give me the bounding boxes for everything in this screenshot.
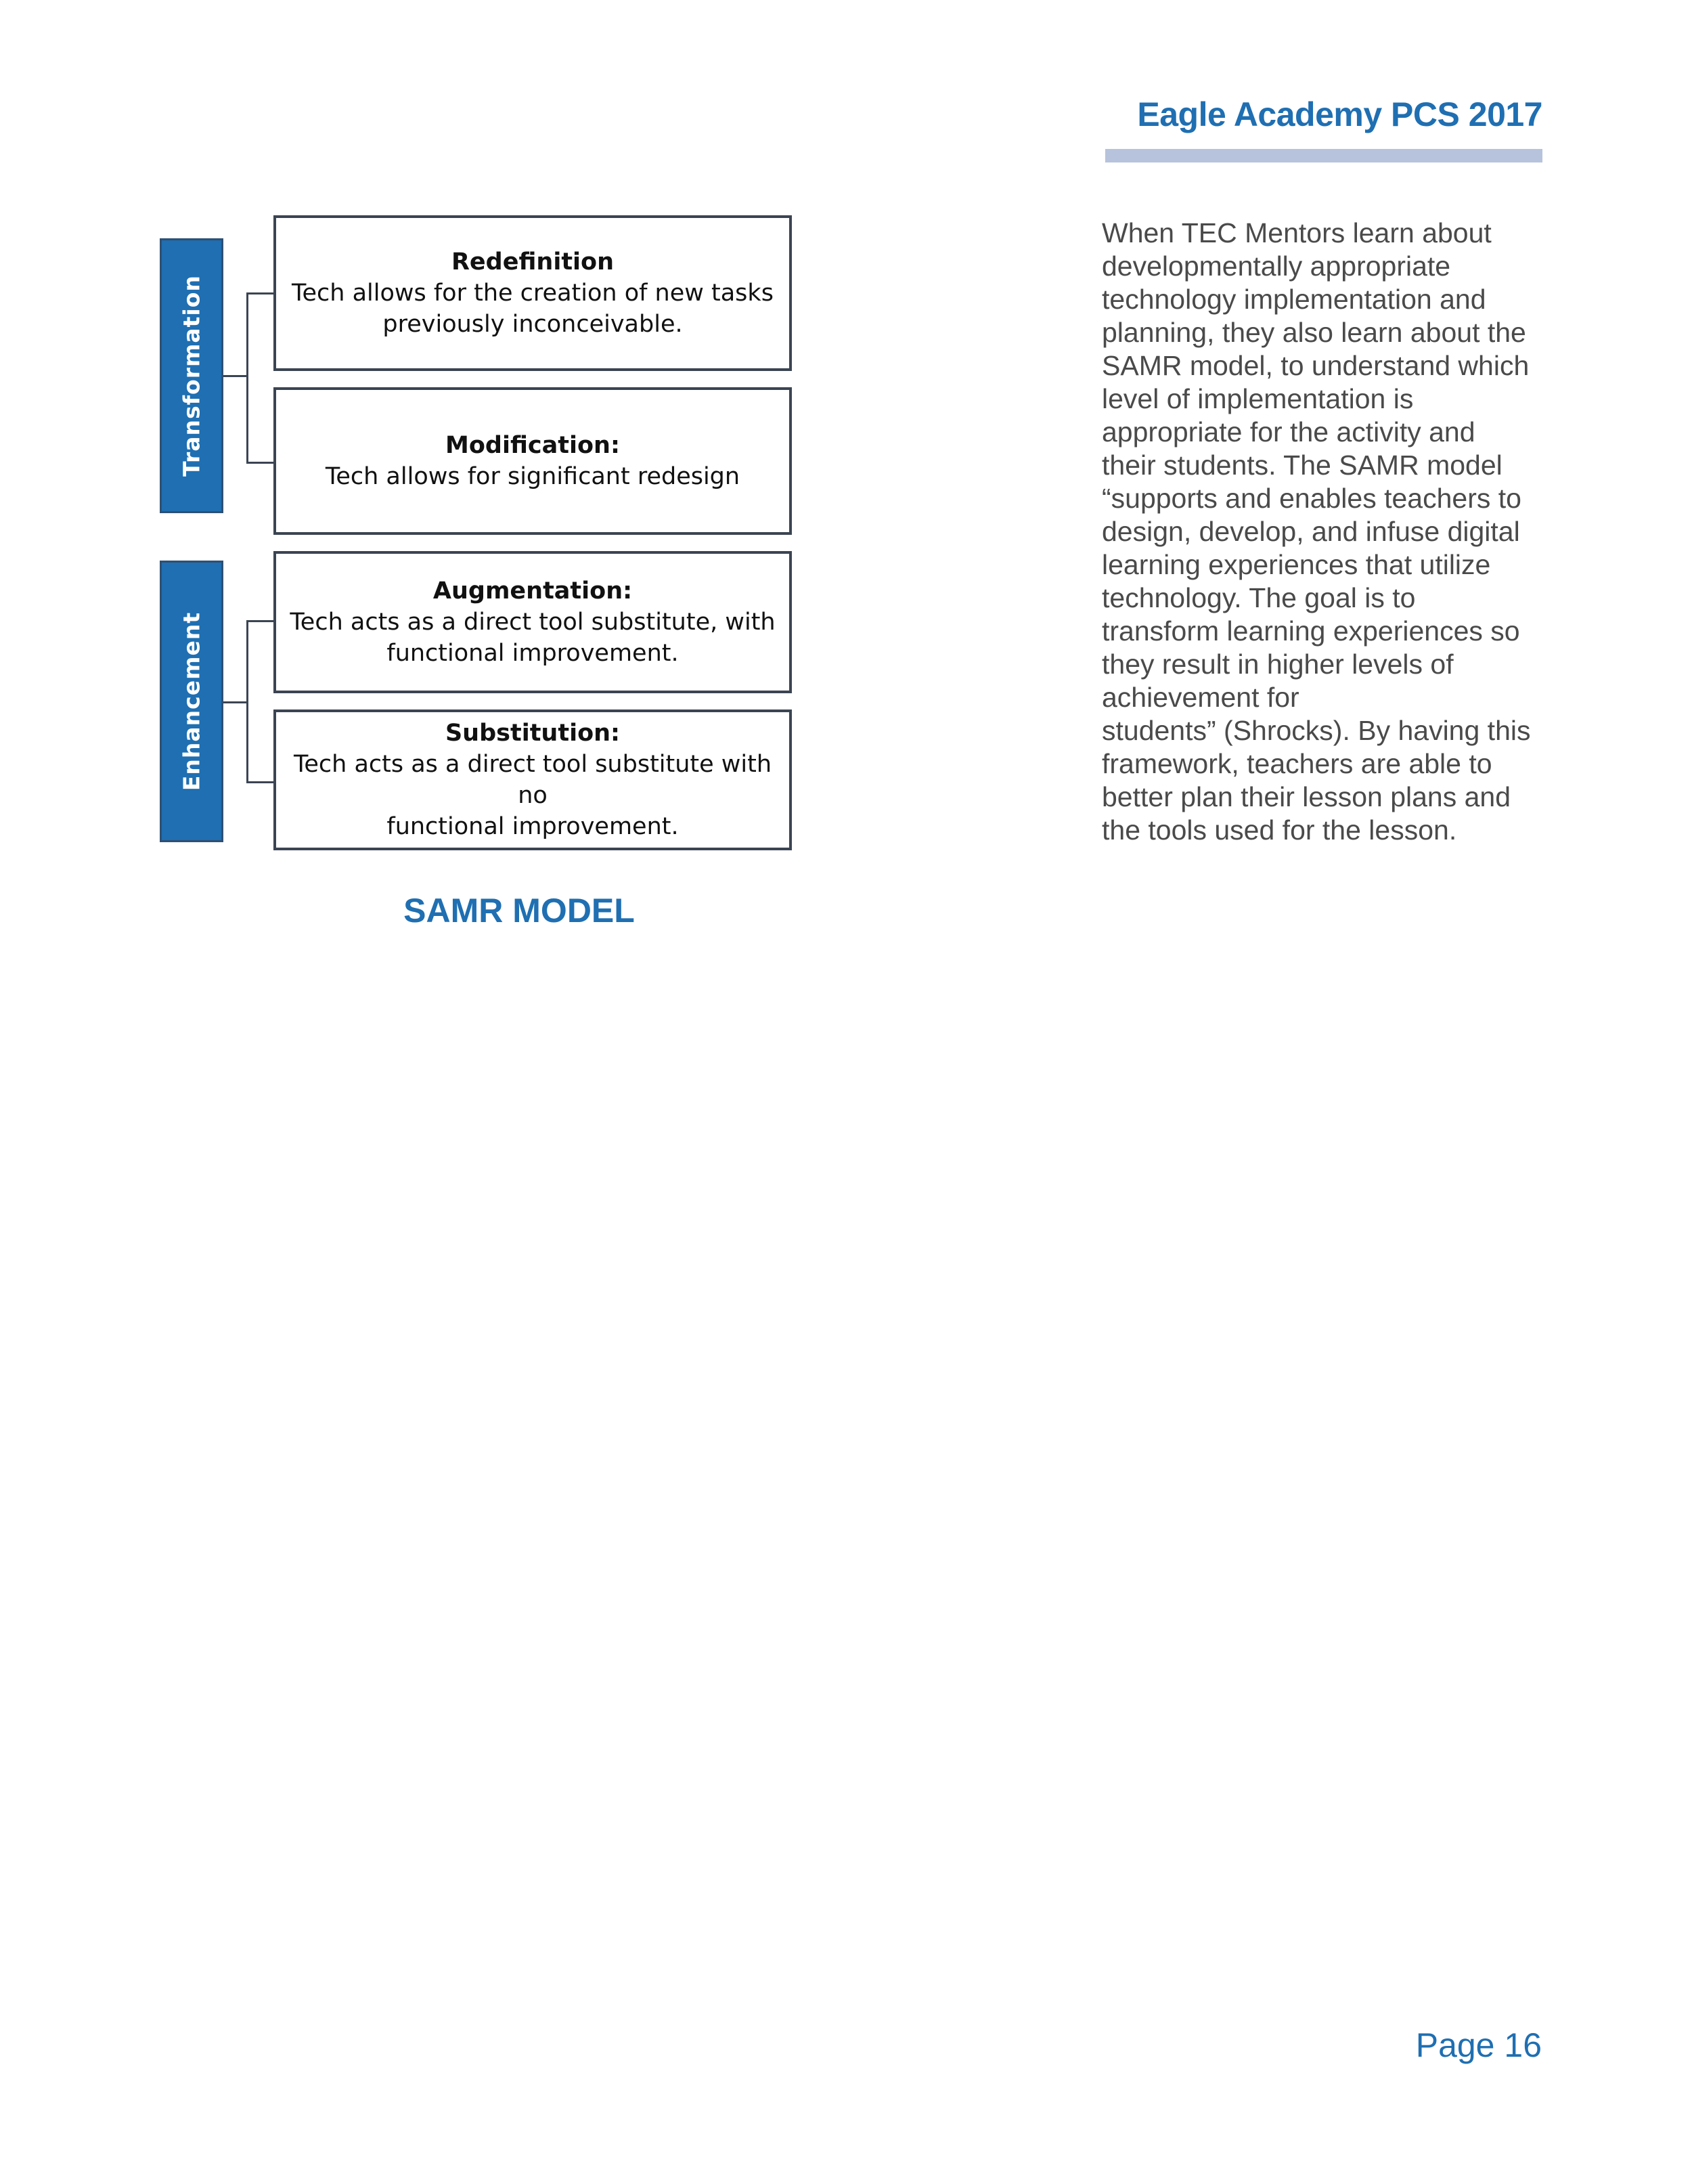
enhancement-bracket-vertical [246,620,248,783]
redefinition-description: Tech allows for the creation of new tasks previously inconceivable. [292,280,774,338]
transformation-bracket-bottom [246,462,273,464]
enhancement-bracket-bottom [246,781,273,783]
page-number: Page 16 [1415,2026,1542,2064]
header-rule [1105,149,1542,162]
diagram-caption: SAMR MODEL [403,892,635,930]
transformation-bracket-stem [223,375,248,377]
modification-description: Tech allows for significant redesign [325,463,740,490]
transformation-group-tab [160,238,223,513]
augmentation-box [273,551,792,693]
enhancement-bracket-stem [223,701,248,703]
enhancement-group-label: Enhancement [178,611,205,791]
modification-box [273,387,792,535]
enhancement-bracket-top [246,620,273,622]
transformation-bracket-vertical [246,292,248,463]
substitution-box [273,709,792,850]
substitution-title: Substitution: [445,720,621,747]
augmentation-description: Tech acts as a direct tool substitute, with functional improvement. [290,609,776,667]
transformation-group-label: Transformation [178,275,205,477]
substitution-description: Tech acts as a direct tool substitute with no functional improvement. [293,751,772,840]
redefinition-title: Redefinition [451,248,615,276]
augmentation-title: Augmentation: [432,577,633,605]
redefinition-box [273,215,792,371]
transformation-bracket-top [246,292,273,294]
modification-title: Modification: [445,432,620,459]
enhancement-group-tab [160,561,223,842]
body-paragraph: When TEC Mentors learn about developmentally appropriate technology implementation and planning, they also learn about the SAMR model, to understand which level of implementation is appropriate for the activity and their students. The SAMR model “supports and enables teachers to design, develop, and infuse digital learning experiences that utilize technology. The goal is to transform learning experiences so they result in higher levels of achievement for students” (Shrocks). By having this framework, teachers are able to better plan their lesson plans and the tools used for the lesson. [1102,217,1531,846]
header-title: Eagle Academy PCS 2017 [1137,95,1542,133]
